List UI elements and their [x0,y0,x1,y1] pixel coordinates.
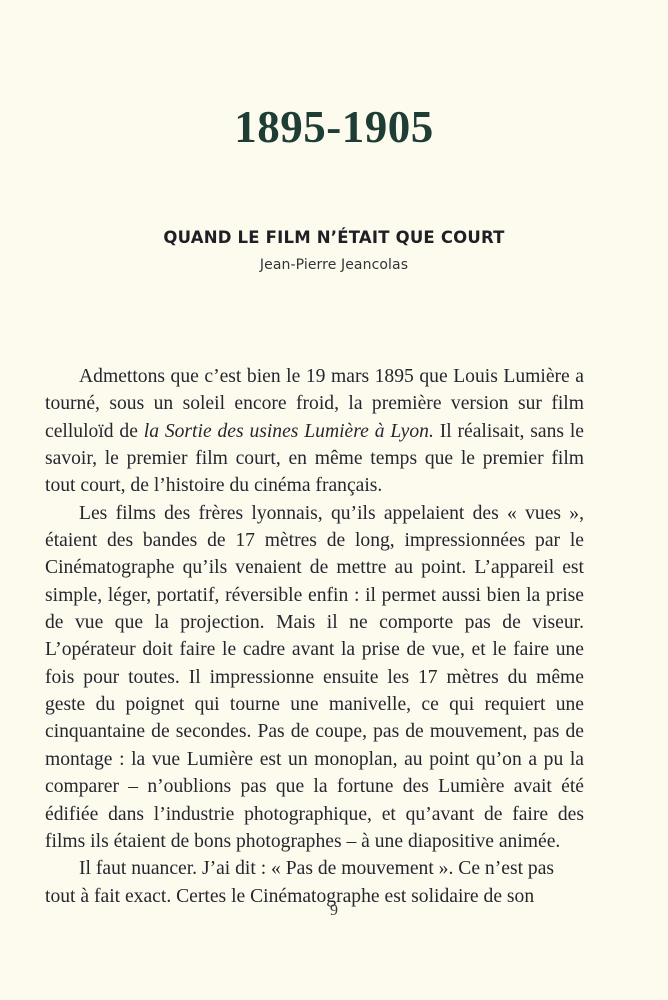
italic-film-title: la Sortie des usines Lumière à Lyon. [143,420,434,442]
article-title: QUAND LE FILM N’ÉTAIT QUE COURT [163,228,505,247]
page-number: 9 [330,902,338,919]
body-paragraph: Admettons que c’est bien le 19 mars 1895 que Louis Lumière a tourné, sous un soleil encore froid, la première version sur film celluloïd de la Sortie des usines Lumière à Lyon. Il réalisait, sans le savoir, le premier film court, en même temps que le premier film tout court, de l’histoire du cinéma français. [45,366,584,497]
chapter-title: 1895-1905 [234,102,434,152]
article-header [0,228,668,274]
body-paragraph: Les films des frères lyonnais, qu’ils appelaient des « vues », étaient des bandes de 17 mètres de long, impressionnées par le Cinématographe qu’ils venaient de mettre au point. L’appareil est simple, léger, portatif, réversible enfin : il permet aussi bien la prise de vue que la projection. Mais il ne comporte pas de viseur. L’opérateur doit faire le cadre avant la prise de vue, et le faire une fois pour toutes. Il impressionne ensuite les 17 mètres du même geste du poignet qui tourne une manivelle, ce qui requiert une cinquantaine de secondes. Pas de coupe, pas de mouvement, pas de montage : la vue Lumière est un monoplan, au point qu’on a pu la comparer – n’oublions pas que la fortune des Lumière avait été édifiée dans l’industrie photographique, et qu’avant de faire des films ils étaient de bons photographes – à une diapositive animée. [45,502,584,852]
article-author: Jean-Pierre Jeancolas [259,256,409,273]
body-paragraph: Il faut nuancer. J’ai dit : « Pas de mouvement ». Ce n’est pas tout à fait exact. Certes le Cinématographe est solidaire de son [45,858,555,907]
body-text-column [45,363,584,910]
